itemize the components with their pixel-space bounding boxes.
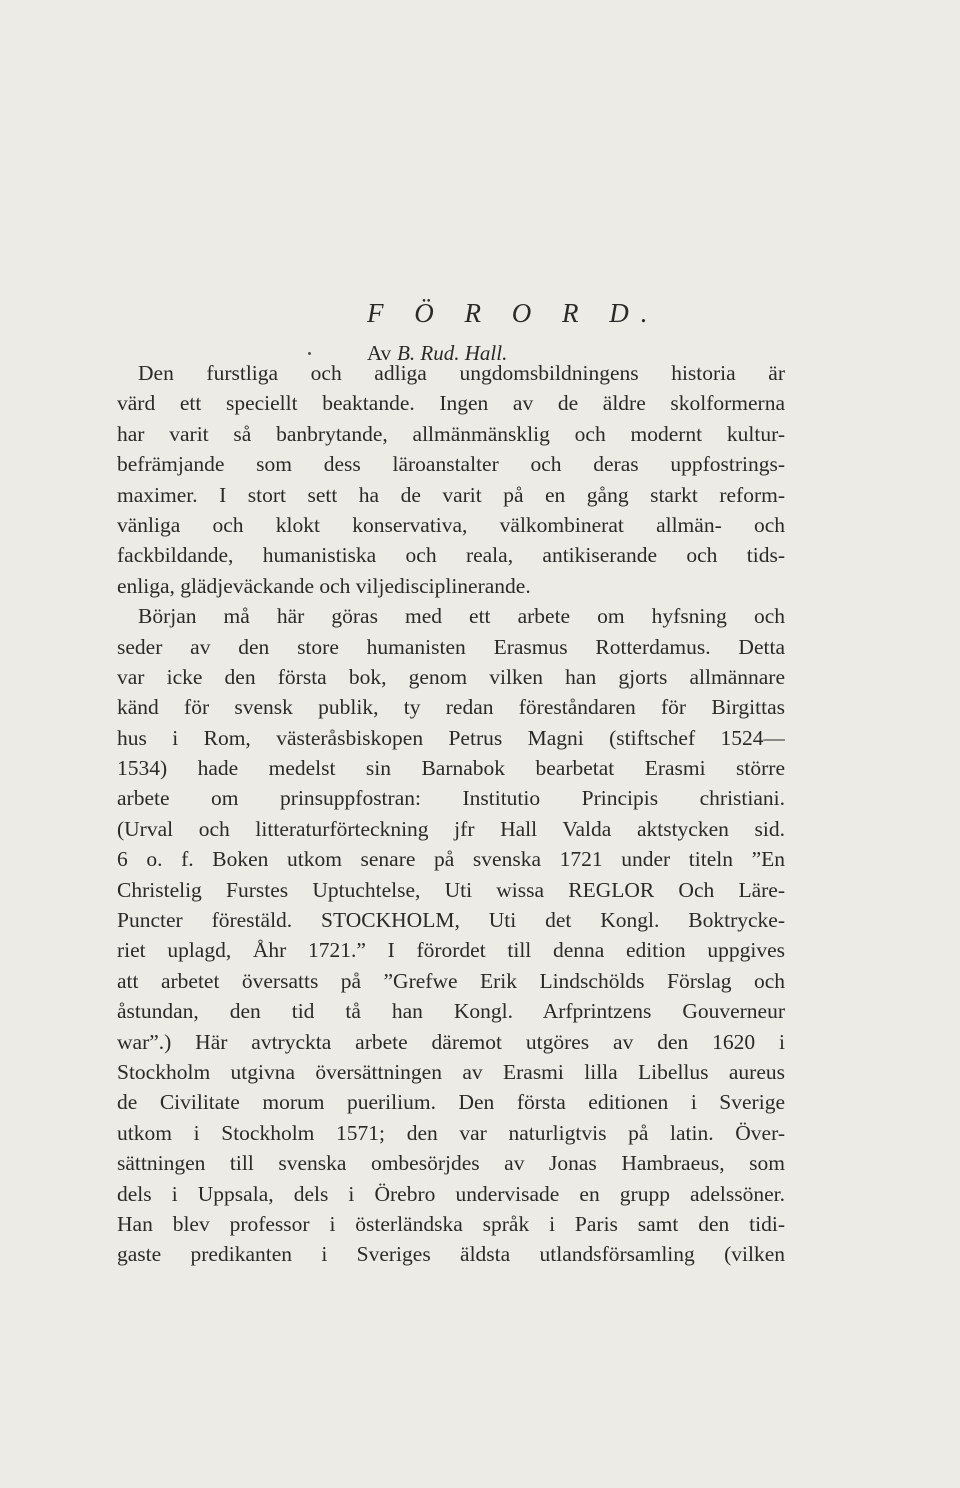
- text-line: värd ett speciellt beaktande. Ingen av de äldre skolformerna: [117, 391, 785, 416]
- text-line: Stockholm utgivna översättningen av Erasmi lilla Libellus aureus: [117, 1059, 785, 1084]
- text-line: Den furstliga och adliga ungdomsbildningens historia är: [138, 361, 785, 385]
- body-text: [117, 358, 785, 1270]
- text-line: arbete om prinsuppfostran: Institutio Principis christiani.: [117, 786, 785, 811]
- byline-prefix: Av: [367, 341, 392, 365]
- text-line: enliga, glädjeväckande och viljedisciplinerande.: [117, 573, 531, 598]
- text-line: befrämjande som dess läroanstalter och deras uppfostrings-: [117, 452, 785, 477]
- print-speck: [308, 352, 311, 355]
- text-line: riet uplagd, Åhr 1721.” I förordet till denna edition uppgives: [117, 938, 785, 963]
- byline-author: B. Rud. Hall.: [397, 341, 508, 365]
- text-line: hus i Rom, västeråsbiskopen Petrus Magni (stiftschef 1524—: [117, 725, 785, 750]
- text-line: utkom i Stockholm 1571; den var naturligtvis på latin. Över-: [117, 1120, 785, 1145]
- text-line: de Civilitate morum puerilium. Den första editionen i Sverige: [117, 1090, 785, 1115]
- text-line: Början må här göras med ett arbete om hyfsning och: [138, 604, 785, 629]
- text-line: maximer. I stort sett ha de varit på en gång starkt reform-: [117, 482, 785, 507]
- text-line: sättningen till svenska ombesörjdes av Jonas Hambraeus, som: [117, 1151, 785, 1176]
- text-line: dels i Uppsala, dels i Örebro undervisade en grupp adelssöner.: [117, 1181, 785, 1206]
- text-line: Christelig Furstes Uptuchtelse, Uti wissa REGLOR Och Läre-: [117, 877, 785, 902]
- text-line: känd för svensk publik, ty redan föreståndaren för Birgittas: [117, 695, 785, 720]
- text-line: 1534) hade medelst sin Barnabok bearbetat Erasmi större: [117, 756, 785, 781]
- text-line: 6 o. f. Boken utkom senare på svenska 1721 under titeln ”En: [117, 847, 785, 872]
- text-line: vänliga och klokt konservativa, välkombinerat allmän- och: [117, 512, 785, 537]
- text-line: åstundan, den tid tå han Kongl. Arfprintzens Gouverneur: [117, 999, 785, 1024]
- text-line: var icke den första bok, genom vilken han gjorts allmännare: [117, 664, 785, 689]
- text-line: Puncter förestäld. STOCKHOLM, Uti det Kongl. Boktrycke-: [117, 908, 785, 933]
- text-line: gaste predikanten i Sveriges äldsta utlandsförsamling (vilken: [117, 1242, 785, 1267]
- text-line: (Urval och litteraturförteckning jfr Hall Valda aktstycken sid.: [117, 816, 785, 841]
- text-line: fackbildande, humanistiska och reala, antikiserande och tids-: [117, 543, 785, 568]
- text-line: Han blev professor i österländska språk i Paris samt den tidi-: [117, 1211, 785, 1236]
- text-line: att arbetet översatts på ”Grefwe Erik Lindschölds Förslag och: [117, 968, 785, 993]
- text-line: war”.) Här avtryckta arbete däremot utgöres av den 1620 i: [117, 1029, 785, 1054]
- text-line: har varit så banbrytande, allmänmänsklig och modernt kultur-: [117, 421, 785, 446]
- page-title: F Ö R O R D.: [367, 298, 660, 328]
- text-line: seder av den store humanisten Erasmus Rotterdamus. Detta: [117, 634, 785, 659]
